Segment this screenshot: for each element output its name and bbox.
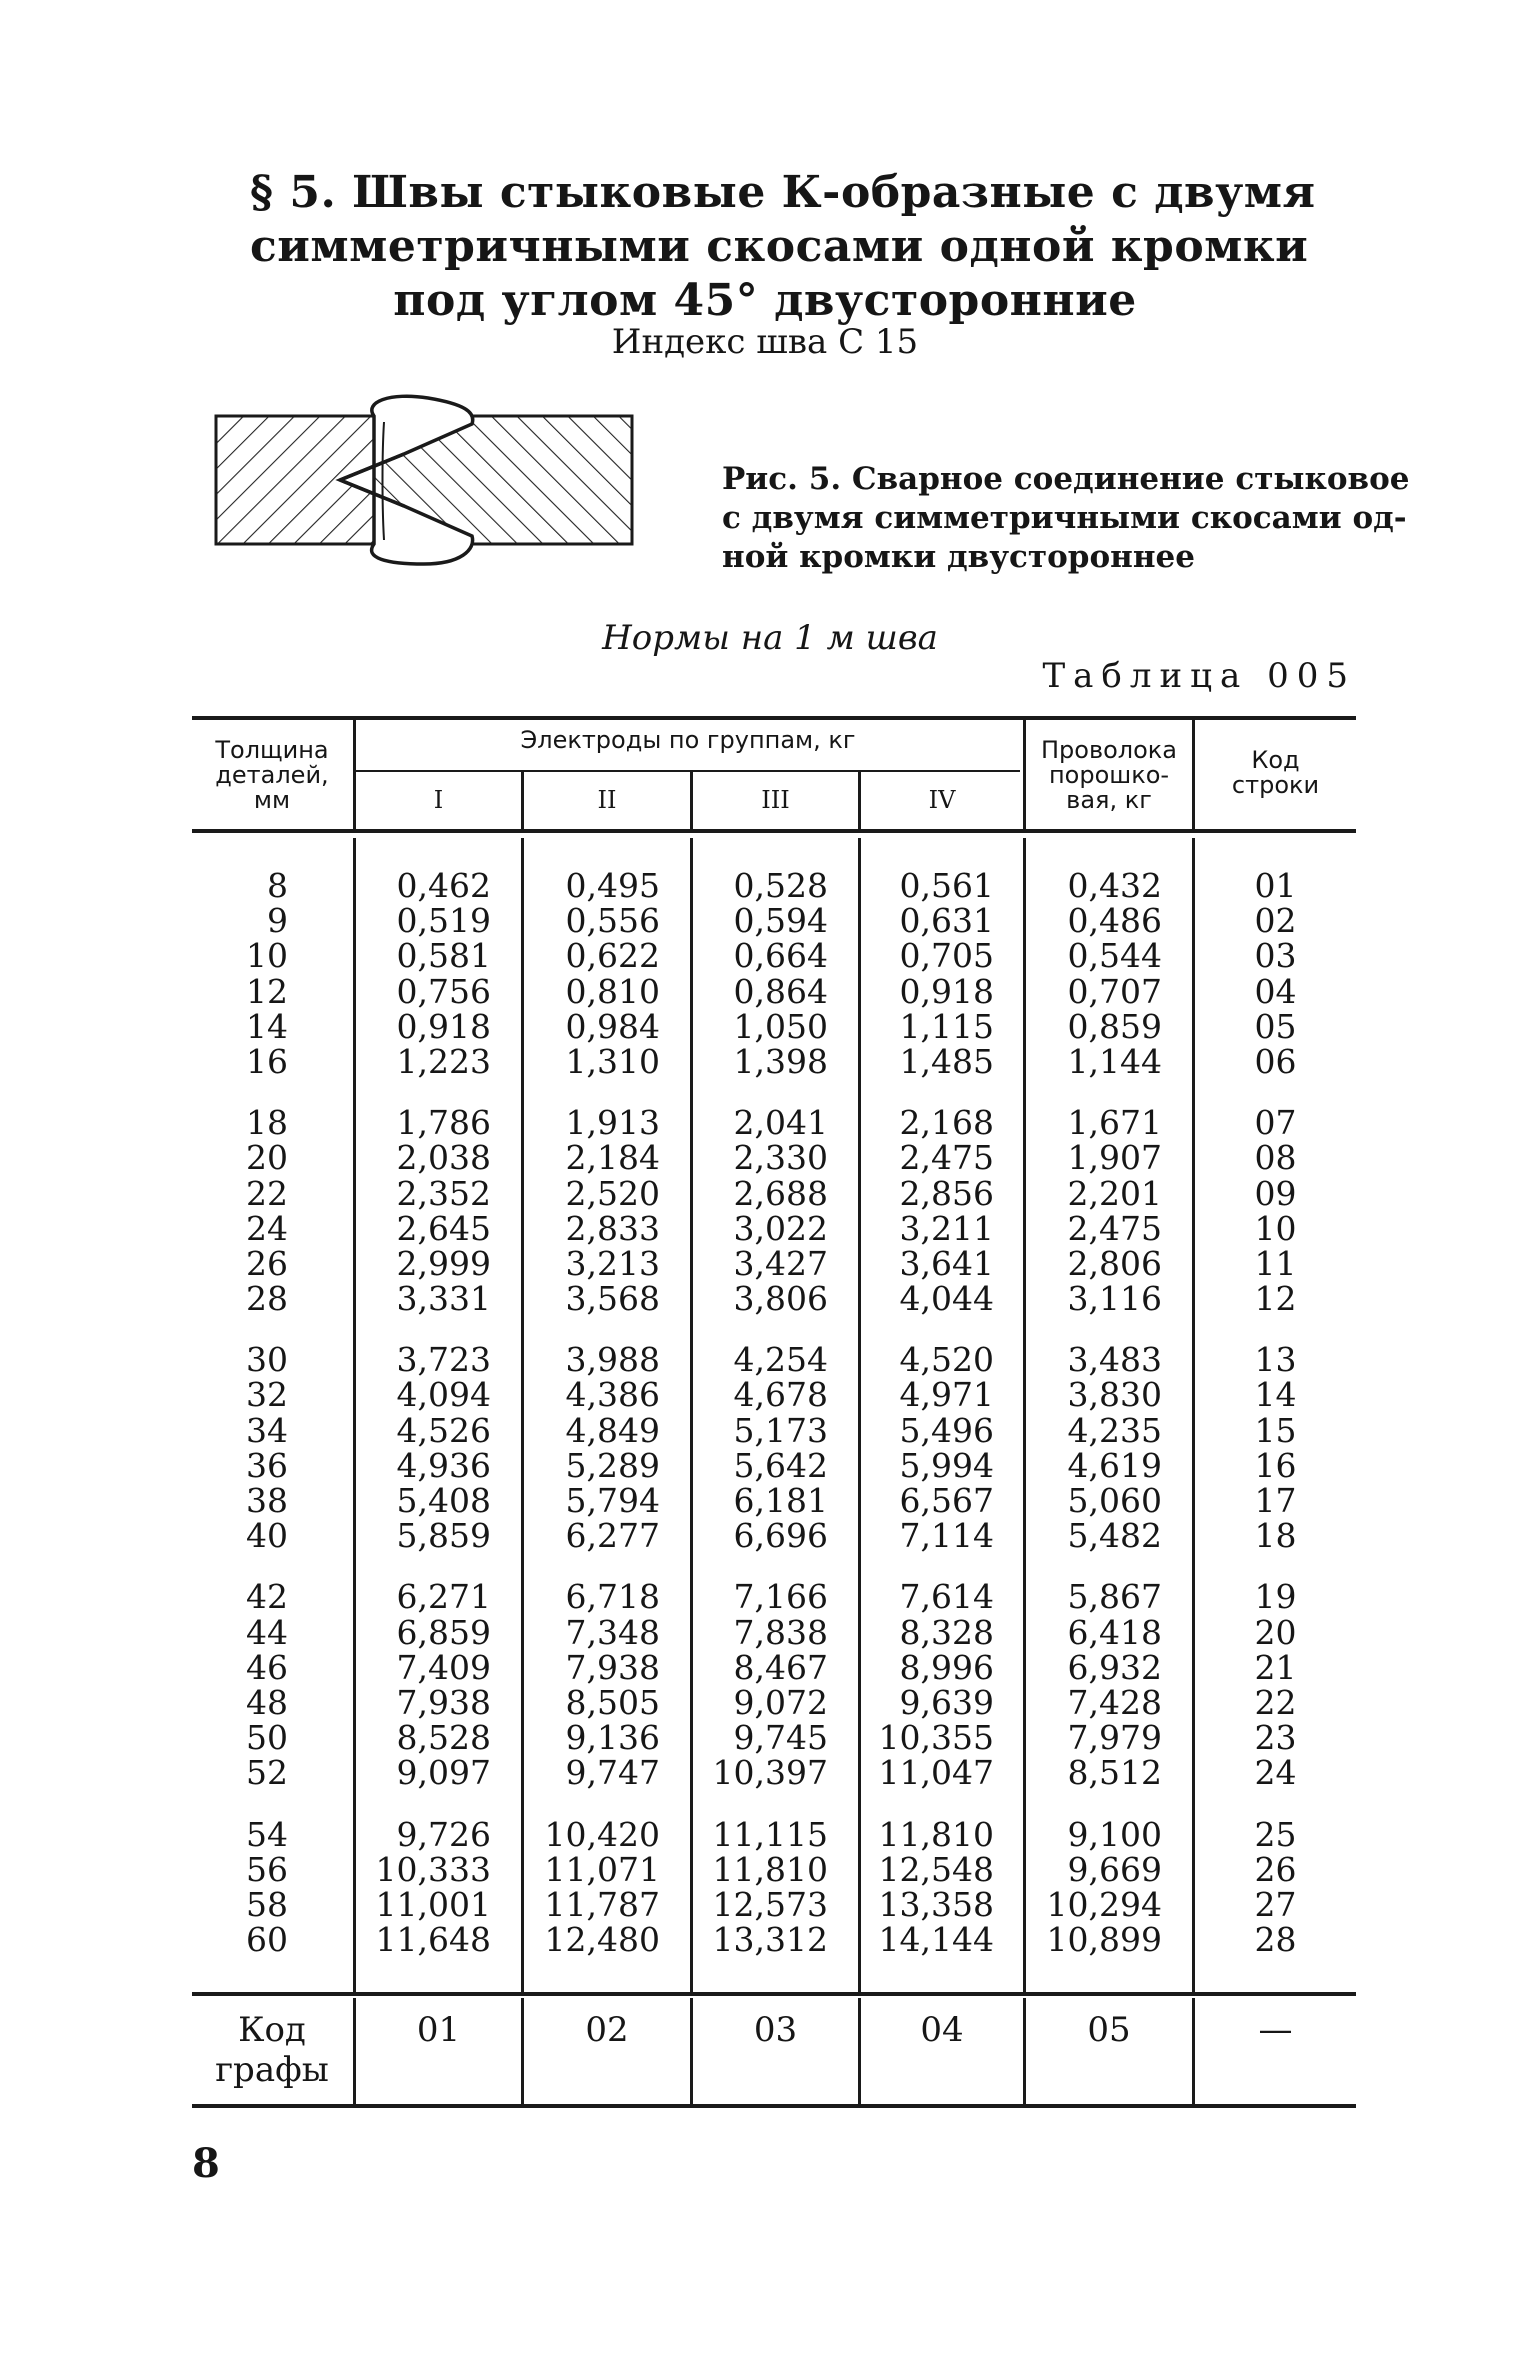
table-cell: 42 bbox=[246, 1577, 288, 1617]
table-cell: 4,254 bbox=[733, 1340, 828, 1380]
row-group-gap bbox=[693, 1553, 828, 1579]
table-cell: 1,485 bbox=[899, 1041, 994, 1081]
table-cell: 4,044 bbox=[899, 1279, 994, 1319]
row-group-gap bbox=[192, 1316, 288, 1342]
table-cell: 0,918 bbox=[899, 971, 994, 1011]
table-cell: 2,201 bbox=[1067, 1173, 1162, 1213]
table-cell: 22 bbox=[1254, 1682, 1297, 1722]
table-cell: 13,312 bbox=[712, 1920, 828, 1960]
row-group-gap bbox=[524, 1316, 660, 1342]
table-cell: 6,418 bbox=[1067, 1612, 1162, 1652]
column-thickness bbox=[192, 866, 288, 1960]
table-cell: 2,352 bbox=[396, 1173, 491, 1213]
table-cell: 09 bbox=[1254, 1173, 1297, 1213]
table-cell: 32 bbox=[246, 1375, 288, 1415]
footer-label-line: Код bbox=[238, 2010, 306, 2050]
table-cell: 2,184 bbox=[565, 1138, 660, 1178]
table-cell: 46 bbox=[246, 1647, 288, 1687]
table-cell: 36 bbox=[246, 1445, 288, 1485]
row-group-gap bbox=[693, 1079, 828, 1105]
table-cell: 1,913 bbox=[565, 1103, 660, 1143]
table-cell: 9,747 bbox=[565, 1753, 660, 1793]
row-group-gap bbox=[693, 1791, 828, 1817]
table-cell: 21 bbox=[1254, 1647, 1297, 1687]
table-cell: 7,979 bbox=[1067, 1718, 1162, 1758]
column-group-1 bbox=[356, 866, 491, 1960]
table-cell: 6,277 bbox=[565, 1516, 660, 1556]
table-cell: 11,810 bbox=[712, 1849, 828, 1889]
table-cell: 9,100 bbox=[1067, 1814, 1162, 1854]
header-line: Толщина bbox=[215, 736, 329, 764]
table-cell: 54 bbox=[246, 1814, 288, 1854]
table-cell: 4,678 bbox=[733, 1375, 828, 1415]
table-cell: 6,181 bbox=[733, 1481, 828, 1520]
table-cell: 1,223 bbox=[396, 1041, 491, 1081]
row-group-gap bbox=[192, 1791, 288, 1817]
table-cell: 9,072 bbox=[733, 1682, 828, 1722]
table-cell: 2,999 bbox=[396, 1243, 491, 1283]
table-cell: 50 bbox=[246, 1718, 288, 1758]
row-group-gap bbox=[356, 1316, 491, 1342]
table-cell: 38 bbox=[246, 1481, 288, 1520]
table-cell: 8 bbox=[267, 866, 288, 905]
table-cell: 0,859 bbox=[1067, 1006, 1162, 1046]
table-cell: 2,806 bbox=[1067, 1243, 1162, 1283]
header-line: порошко- bbox=[1048, 761, 1170, 789]
table-cell: 5,408 bbox=[396, 1481, 491, 1520]
table-cell: 0,705 bbox=[899, 936, 994, 976]
table-cell: 7,348 bbox=[565, 1612, 660, 1652]
footer-code: 01 bbox=[416, 2010, 461, 2050]
table-cell: 2,520 bbox=[565, 1173, 660, 1213]
table-cell: 12,480 bbox=[544, 1920, 660, 1960]
table-cell: 20 bbox=[246, 1138, 288, 1178]
footer-code: 02 bbox=[585, 2010, 629, 2050]
header-row-code bbox=[1195, 748, 1356, 798]
row-group-gap bbox=[356, 1791, 491, 1817]
column-group-2 bbox=[524, 866, 660, 1960]
table-cell: 0,581 bbox=[396, 936, 491, 976]
table-cell: 4,849 bbox=[565, 1410, 660, 1450]
table-cell: 0,486 bbox=[1067, 901, 1162, 941]
table-cell: 5,289 bbox=[565, 1445, 660, 1485]
row-group-gap bbox=[1026, 1553, 1162, 1579]
table-cell: 0,810 bbox=[565, 971, 660, 1011]
row-group-gap bbox=[861, 1553, 994, 1579]
group-underline bbox=[354, 770, 1020, 772]
table-cell: 2,475 bbox=[899, 1138, 994, 1178]
table-cell: 3,116 bbox=[1067, 1279, 1162, 1319]
table-cell: 1,907 bbox=[1067, 1138, 1162, 1178]
table-cell: 04 bbox=[1254, 971, 1297, 1011]
table-cell: 16 bbox=[246, 1041, 288, 1081]
table-cell: 14 bbox=[1254, 1375, 1297, 1415]
header-line: Код bbox=[1251, 746, 1300, 774]
row-group-gap bbox=[1026, 1079, 1162, 1105]
table-cell: 4,619 bbox=[1067, 1445, 1162, 1485]
table-cell: 3,483 bbox=[1067, 1340, 1162, 1380]
table-cell: 01 bbox=[1254, 866, 1297, 905]
table-cell: 9 bbox=[267, 901, 288, 941]
table-cell: 14,144 bbox=[878, 1920, 994, 1960]
table-cell: 3,641 bbox=[899, 1243, 994, 1283]
figure-caption bbox=[722, 460, 1410, 577]
table-cell: 0,631 bbox=[899, 901, 994, 941]
table-cell: 0,544 bbox=[1067, 936, 1162, 976]
table-cell: 27 bbox=[1254, 1884, 1297, 1924]
table-cell: 5,060 bbox=[1067, 1481, 1162, 1520]
row-group-gap bbox=[861, 1079, 994, 1105]
table-cell: 11,115 bbox=[712, 1814, 828, 1854]
table-cell: 9,726 bbox=[396, 1814, 491, 1854]
table-cell: 7,114 bbox=[899, 1516, 994, 1556]
row-group-gap bbox=[693, 1316, 828, 1342]
table-cell: 15 bbox=[1254, 1410, 1297, 1450]
table-cell: 0,664 bbox=[733, 936, 828, 976]
table-cell: 11,047 bbox=[878, 1753, 994, 1793]
table-cell: 0,918 bbox=[396, 1006, 491, 1046]
section-title bbox=[250, 166, 1316, 328]
table-cell: 25 bbox=[1254, 1814, 1297, 1854]
table-cell: 7,409 bbox=[396, 1647, 491, 1687]
table-cell: 19 bbox=[1254, 1577, 1297, 1617]
table-cell: 10,899 bbox=[1046, 1920, 1162, 1960]
table-cell: 11,001 bbox=[375, 1884, 491, 1924]
table-cell: 26 bbox=[246, 1243, 288, 1283]
header-bottom-rule bbox=[192, 829, 1356, 833]
table-cell: 3,723 bbox=[396, 1340, 491, 1380]
row-group-gap bbox=[1026, 1791, 1162, 1817]
row-group-gap bbox=[356, 1079, 491, 1105]
weld-joint-figure bbox=[214, 394, 644, 570]
table-cell: 20 bbox=[1254, 1612, 1297, 1652]
footer-code: 05 bbox=[1087, 2010, 1131, 2050]
table-cell: 0,462 bbox=[396, 866, 491, 905]
footer-label-line: графы bbox=[215, 2050, 329, 2090]
table-cell: 30 bbox=[246, 1340, 288, 1380]
footer-code: 03 bbox=[753, 2010, 798, 2050]
table-cell: 12,573 bbox=[712, 1884, 828, 1924]
page-number: 8 bbox=[192, 2140, 220, 2187]
row-group-gap bbox=[524, 1553, 660, 1579]
row-group-gap bbox=[192, 1079, 288, 1105]
table-cell: 10,420 bbox=[544, 1814, 660, 1854]
table-cell: 9,136 bbox=[565, 1718, 660, 1758]
caption-line: Рис. 5. Сварное соединение стыковое bbox=[722, 461, 1410, 497]
table-cell: 12,548 bbox=[878, 1849, 994, 1889]
column-wire bbox=[1026, 866, 1162, 1960]
table-cell: 22 bbox=[246, 1173, 288, 1213]
row-group-gap bbox=[192, 1553, 288, 1579]
table-cell: 44 bbox=[246, 1612, 288, 1652]
table-cell: 2,168 bbox=[899, 1103, 994, 1143]
table-cell: 8,996 bbox=[899, 1647, 994, 1687]
table-cell: 2,475 bbox=[1067, 1208, 1162, 1248]
table-cell: 3,427 bbox=[733, 1243, 828, 1283]
table-cell: 7,614 bbox=[899, 1577, 994, 1617]
row-group-gap bbox=[1195, 1791, 1356, 1817]
table-cell: 7,938 bbox=[396, 1682, 491, 1722]
row-group-gap bbox=[524, 1079, 660, 1105]
table-cell: 0,707 bbox=[1067, 971, 1162, 1011]
table-cell: 5,794 bbox=[565, 1481, 660, 1520]
table-cell: 0,519 bbox=[396, 901, 491, 941]
title-line: § 5. Швы стыковые К-образные с двумя bbox=[250, 167, 1316, 218]
table-cell: 10,355 bbox=[878, 1718, 994, 1758]
header-line: вая, кг bbox=[1066, 786, 1152, 814]
column-group-3 bbox=[693, 866, 828, 1960]
table-cell: 8,328 bbox=[899, 1612, 994, 1652]
table-cell: 2,688 bbox=[733, 1173, 828, 1213]
table-cell: 40 bbox=[246, 1516, 288, 1556]
table-cell: 60 bbox=[246, 1920, 288, 1960]
row-group-gap bbox=[1195, 1079, 1356, 1105]
table-cell: 4,936 bbox=[396, 1445, 491, 1485]
table-cell: 52 bbox=[246, 1753, 288, 1793]
table-cell: 28 bbox=[246, 1279, 288, 1319]
table-cell: 12 bbox=[246, 971, 288, 1011]
header-electrodes: Электроды по группам, кг bbox=[520, 726, 856, 754]
table-cell: 11,071 bbox=[544, 1849, 660, 1889]
table-cell: 7,838 bbox=[733, 1612, 828, 1652]
table-cell: 3,988 bbox=[565, 1340, 660, 1380]
title-line: симметричными скосами одной кромки bbox=[250, 221, 1309, 272]
table-cell: 0,594 bbox=[733, 901, 828, 941]
title-line: под углом 45° двусторонние bbox=[393, 275, 1137, 326]
header-group-4: IV bbox=[928, 786, 956, 814]
footer-code: 04 bbox=[920, 2010, 964, 2050]
table-cell: 8,528 bbox=[396, 1718, 491, 1758]
table-cell: 5,496 bbox=[899, 1410, 994, 1450]
header-line: строки bbox=[1231, 771, 1320, 799]
column-group-4 bbox=[861, 866, 994, 1960]
header-group-3: III bbox=[761, 786, 790, 814]
header-group-1: I bbox=[433, 786, 444, 814]
table-cell: 0,984 bbox=[565, 1006, 660, 1046]
table-cell: 24 bbox=[1254, 1753, 1297, 1793]
table-cell: 7,428 bbox=[1067, 1682, 1162, 1722]
table-cell: 11,648 bbox=[375, 1920, 491, 1960]
table-cell: 6,859 bbox=[396, 1612, 491, 1652]
table-cell: 5,867 bbox=[1067, 1577, 1162, 1617]
table-cell: 4,520 bbox=[899, 1340, 994, 1380]
table-cell: 0,756 bbox=[396, 971, 491, 1011]
header-line: Проволока bbox=[1040, 736, 1178, 764]
weld-cross-section-drawing bbox=[214, 394, 644, 566]
table-cell: 3,830 bbox=[1067, 1375, 1162, 1415]
table-cell: 2,330 bbox=[733, 1138, 828, 1178]
table-cell: 3,331 bbox=[396, 1279, 491, 1319]
table-cell: 56 bbox=[246, 1849, 288, 1889]
row-group-gap bbox=[861, 1316, 994, 1342]
table-cell: 0,528 bbox=[733, 866, 828, 905]
table-cell: 6,271 bbox=[396, 1577, 491, 1617]
table-cell: 5,994 bbox=[899, 1445, 994, 1485]
table-cell: 16 bbox=[1254, 1445, 1297, 1485]
table-cell: 1,671 bbox=[1067, 1103, 1162, 1143]
caption-line: с двумя симметричными скосами од- bbox=[722, 500, 1407, 536]
table-cell: 9,097 bbox=[396, 1753, 491, 1793]
table-cell: 26 bbox=[1254, 1849, 1297, 1889]
table-cell: 9,639 bbox=[899, 1682, 994, 1722]
table-cell: 02 bbox=[1254, 901, 1297, 941]
table-cell: 5,173 bbox=[733, 1410, 828, 1450]
table-cell: 2,856 bbox=[899, 1173, 994, 1213]
table-cell: 10,294 bbox=[1046, 1884, 1162, 1924]
row-group-gap bbox=[861, 1791, 994, 1817]
table-cell: 6,718 bbox=[565, 1577, 660, 1617]
footer-code: — bbox=[1258, 2010, 1293, 2050]
table-cell: 5,482 bbox=[1067, 1516, 1162, 1556]
table-cell: 4,971 bbox=[899, 1375, 994, 1415]
table-cell: 3,806 bbox=[733, 1279, 828, 1319]
column-row-code bbox=[1195, 866, 1356, 1960]
table-cell: 0,556 bbox=[565, 901, 660, 941]
table-number: Таблица 005 bbox=[1042, 656, 1356, 696]
table-cell: 0,432 bbox=[1067, 866, 1162, 905]
table-cell: 8,467 bbox=[733, 1647, 828, 1687]
caption-line: ной кромки двустороннее bbox=[722, 539, 1195, 575]
table-cell: 1,115 bbox=[899, 1006, 994, 1046]
table-cell: 0,561 bbox=[899, 866, 994, 905]
table-cell: 11 bbox=[1254, 1243, 1297, 1283]
table-cell: 10,333 bbox=[375, 1849, 491, 1889]
table-cell: 18 bbox=[1254, 1516, 1297, 1556]
table-cell: 07 bbox=[1254, 1103, 1297, 1143]
table-bottom-rule bbox=[192, 2104, 1356, 2108]
table-cell: 1,310 bbox=[565, 1041, 660, 1081]
table-cell: 58 bbox=[246, 1884, 288, 1924]
row-group-gap bbox=[524, 1791, 660, 1817]
table-cell: 34 bbox=[246, 1410, 288, 1450]
table-cell: 6,932 bbox=[1067, 1647, 1162, 1687]
table-cell: 9,745 bbox=[733, 1718, 828, 1758]
table-cell: 17 bbox=[1254, 1481, 1297, 1520]
row-group-gap bbox=[1195, 1316, 1356, 1342]
table-cell: 13,358 bbox=[878, 1884, 994, 1924]
table-top-rule bbox=[192, 716, 1356, 720]
table-cell: 10,397 bbox=[712, 1753, 828, 1793]
header-line: мм bbox=[253, 786, 291, 814]
table-cell: 8,505 bbox=[565, 1682, 660, 1722]
body-bottom-rule bbox=[192, 1992, 1356, 1996]
footer-label bbox=[192, 2010, 352, 2090]
table-cell: 0,495 bbox=[565, 866, 660, 905]
table-cell: 10 bbox=[1254, 1208, 1297, 1248]
table-cell: 4,386 bbox=[565, 1375, 660, 1415]
table-cell: 5,859 bbox=[396, 1516, 491, 1556]
weld-index: Индекс шва С 15 bbox=[611, 322, 919, 362]
table-cell: 5,642 bbox=[733, 1445, 828, 1485]
table-cell: 4,235 bbox=[1067, 1410, 1162, 1450]
table-cell: 1,050 bbox=[733, 1006, 828, 1046]
row-group-gap bbox=[1026, 1316, 1162, 1342]
table-cell: 9,669 bbox=[1067, 1849, 1162, 1889]
table-cell: 2,645 bbox=[396, 1208, 491, 1248]
table-cell: 1,144 bbox=[1067, 1041, 1162, 1081]
table-cell: 1,398 bbox=[733, 1041, 828, 1081]
table-cell: 3,213 bbox=[565, 1243, 660, 1283]
table-cell: 13 bbox=[1254, 1340, 1297, 1380]
table-cell: 1,786 bbox=[396, 1103, 491, 1143]
table-cell: 12 bbox=[1254, 1279, 1297, 1319]
table-cell: 7,938 bbox=[565, 1647, 660, 1687]
table-cell: 2,038 bbox=[396, 1138, 491, 1178]
header-wire bbox=[1026, 738, 1192, 813]
table-cell: 8,512 bbox=[1067, 1753, 1162, 1793]
table-cell: 4,526 bbox=[396, 1410, 491, 1450]
table-cell: 0,622 bbox=[565, 936, 660, 976]
table-cell: 24 bbox=[246, 1208, 288, 1248]
table-cell: 7,166 bbox=[733, 1577, 828, 1617]
table-cell: 23 bbox=[1254, 1718, 1297, 1758]
table-cell: 2,041 bbox=[733, 1103, 828, 1143]
table-cell: 0,864 bbox=[733, 971, 828, 1011]
norms-subtitle: Нормы на 1 м шва bbox=[602, 618, 938, 658]
table-cell: 11,810 bbox=[878, 1814, 994, 1854]
table-cell: 08 bbox=[1254, 1138, 1297, 1178]
table-cell: 3,568 bbox=[565, 1279, 660, 1319]
header-thickness bbox=[192, 738, 352, 813]
table-cell: 4,094 bbox=[396, 1375, 491, 1415]
table-cell: 03 bbox=[1254, 936, 1297, 976]
table-cell: 3,022 bbox=[733, 1208, 828, 1248]
table-cell: 2,833 bbox=[565, 1208, 660, 1248]
table-cell: 05 bbox=[1254, 1006, 1297, 1046]
table-cell: 11,787 bbox=[544, 1884, 660, 1924]
table-cell: 18 bbox=[246, 1103, 288, 1143]
table-cell: 3,211 bbox=[899, 1208, 994, 1248]
table-cell: 48 bbox=[246, 1682, 288, 1722]
table-cell: 10 bbox=[246, 936, 288, 976]
header-group-2: II bbox=[597, 786, 617, 814]
table-cell: 6,696 bbox=[733, 1516, 828, 1556]
table-cell: 6,567 bbox=[899, 1481, 994, 1520]
row-group-gap bbox=[1195, 1553, 1356, 1579]
row-group-gap bbox=[356, 1553, 491, 1579]
table-cell: 06 bbox=[1254, 1041, 1297, 1081]
header-line: деталей, bbox=[215, 761, 329, 789]
table-cell: 28 bbox=[1254, 1920, 1297, 1960]
table-cell: 14 bbox=[246, 1006, 288, 1046]
